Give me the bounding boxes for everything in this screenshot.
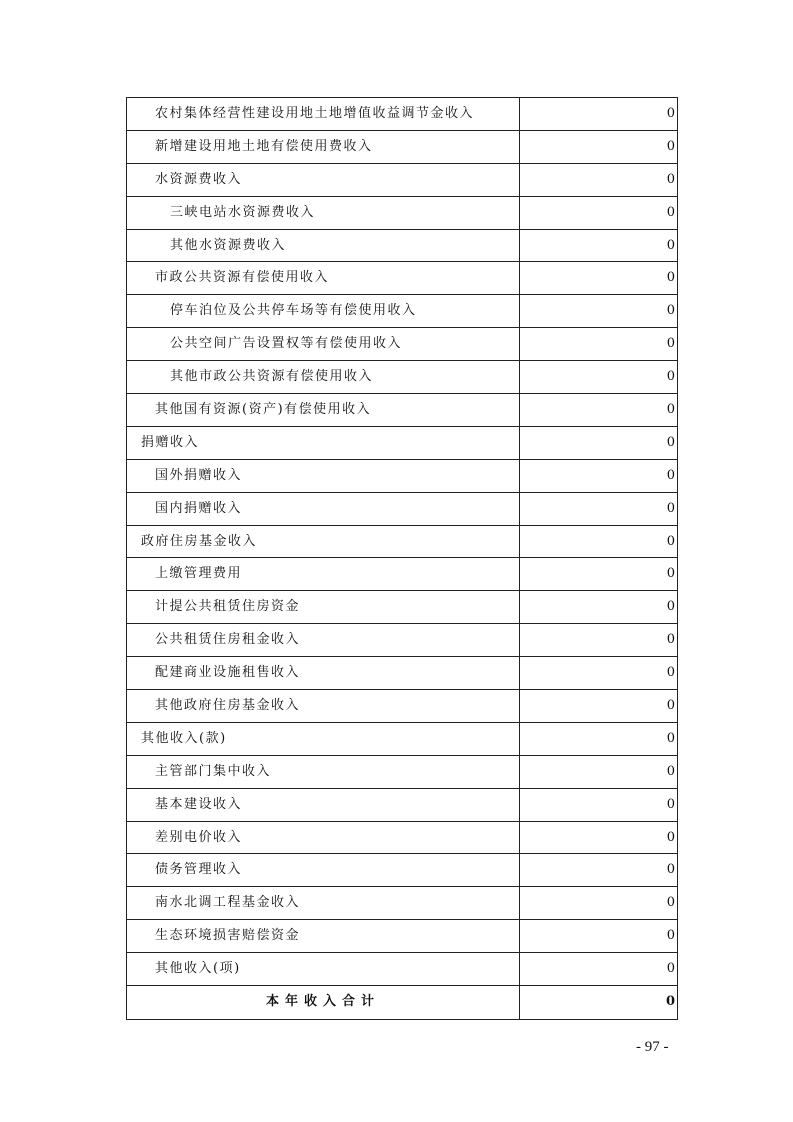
item-name-cell: 水资源费收入 [127,163,520,196]
table-row [127,821,678,854]
table-row [127,722,678,755]
item-name-cell: 其他市政公共资源有偿使用收入 [127,361,520,394]
table-row [127,854,678,887]
table-row [127,295,678,328]
item-name-cell: 新增建设用地土地有偿使用费收入 [127,130,520,163]
amount-cell: 0 [520,328,678,361]
amount-cell: 0 [520,196,678,229]
table-row [127,459,678,492]
amount-cell: 0 [520,624,678,657]
total-label: 本年收入合计 [127,986,520,1020]
item-name-cell: 捐赠收入 [127,426,520,459]
table-row [127,328,678,361]
page-number: - 97 - [636,1039,669,1055]
item-name-cell: 停车泊位及公共停车场等有偿使用收入 [127,295,520,328]
amount-cell: 0 [520,788,678,821]
table-row [127,657,678,690]
revenue-table-body [127,98,678,1020]
amount-cell: 0 [520,690,678,723]
total-amount: 0 [520,986,678,1020]
item-name-cell: 国外捐赠收入 [127,459,520,492]
item-name-cell: 三峡电站水资源费收入 [127,196,520,229]
amount-cell: 0 [520,887,678,920]
total-row [127,986,678,1020]
item-name-cell: 基本建设收入 [127,788,520,821]
item-name-cell: 市政公共资源有偿使用收入 [127,262,520,295]
item-name-cell: 差别电价收入 [127,821,520,854]
item-name-cell: 国内捐赠收入 [127,492,520,525]
table-row [127,920,678,953]
table-row [127,229,678,262]
amount-cell: 0 [520,591,678,624]
item-name-cell: 债务管理收入 [127,854,520,887]
amount-cell: 0 [520,426,678,459]
item-name-cell: 配建商业设施租售收入 [127,657,520,690]
amount-cell: 0 [520,854,678,887]
table-row [127,98,678,131]
amount-cell: 0 [520,492,678,525]
amount-cell: 0 [520,361,678,394]
item-name-cell: 其他收入(项) [127,953,520,986]
amount-cell: 0 [520,953,678,986]
amount-cell: 0 [520,295,678,328]
amount-cell: 0 [520,163,678,196]
amount-cell: 0 [520,262,678,295]
amount-cell: 0 [520,821,678,854]
table-row [127,624,678,657]
amount-cell: 0 [520,920,678,953]
amount-cell: 0 [520,722,678,755]
table-row [127,558,678,591]
item-name-cell: 其他收入(款) [127,722,520,755]
table-row [127,591,678,624]
amount-cell: 0 [520,98,678,131]
table-row [127,130,678,163]
amount-cell: 0 [520,459,678,492]
amount-cell: 0 [520,229,678,262]
item-name-cell: 上缴管理费用 [127,558,520,591]
item-name-cell: 主管部门集中收入 [127,755,520,788]
table-row [127,525,678,558]
item-name-cell: 生态环境损害赔偿资金 [127,920,520,953]
table-row [127,262,678,295]
item-name-cell: 公共空间广告设置权等有偿使用收入 [127,328,520,361]
item-name-cell: 计提公共租赁住房资金 [127,591,520,624]
item-name-cell: 农村集体经营性建设用地土地增值收益调节金收入 [127,98,520,131]
table-row [127,492,678,525]
table-row [127,755,678,788]
item-name-cell: 其他政府住房基金收入 [127,690,520,723]
amount-cell: 0 [520,394,678,427]
table-row [127,163,678,196]
table-row [127,426,678,459]
amount-cell: 0 [520,525,678,558]
table-row [127,196,678,229]
amount-cell: 0 [520,558,678,591]
item-name-cell: 南水北调工程基金收入 [127,887,520,920]
table-row [127,690,678,723]
item-name-cell: 政府住房基金收入 [127,525,520,558]
table-row [127,887,678,920]
table-row [127,394,678,427]
amount-cell: 0 [520,755,678,788]
item-name-cell: 其他国有资源(资产)有偿使用收入 [127,394,520,427]
item-name-cell: 公共租赁住房租金收入 [127,624,520,657]
table-row [127,361,678,394]
amount-cell: 0 [520,657,678,690]
revenue-table [126,97,678,1020]
table-row [127,788,678,821]
table-row [127,953,678,986]
amount-cell: 0 [520,130,678,163]
item-name-cell: 其他水资源费收入 [127,229,520,262]
